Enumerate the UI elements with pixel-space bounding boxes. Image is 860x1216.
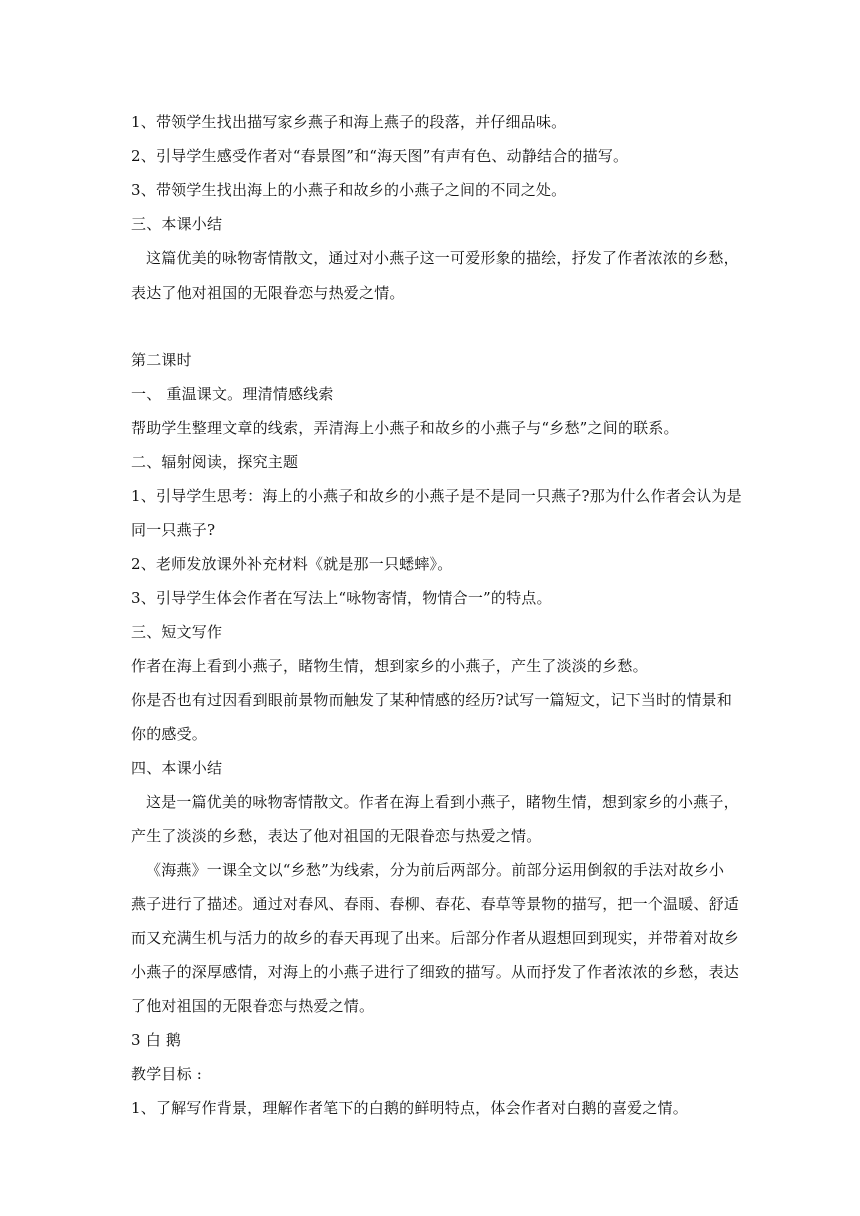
list-item-3: 3、带领学生找出海上的小燕子和故乡的小燕子之间的不同之处。 [131, 181, 567, 199]
paragraph-summary2-line-1: 这是一篇优美的咏物寄情散文。作者在海上看到小燕子，睹物生情，想到家乡的小燕子， [146, 793, 739, 811]
teaching-goal-1: 1、了解写作背景，理解作者笔下的白鹅的鲜明特点，体会作者对白鹅的喜爱之情。 [131, 1099, 688, 1117]
list-item-1: 1、带领学生找出描写家乡燕子和海上燕子的段落，并仔细品味。 [131, 113, 567, 131]
paragraph-writing-1: 作者在海上看到小燕子，睹物生情，想到家乡的小燕子，产生了淡淡的乡愁。 [131, 657, 648, 675]
paragraph-haiyan-line-1: 《海燕》一课全文以“乡愁”为线索，分为前后两部分。前部分运用倒叙的手法对故乡小 [146, 861, 725, 879]
section-heading-summary: 三、本课小结 [131, 215, 223, 233]
list-item-reading-2: 2、老师发放课外补充材料《就是那一只蟋蟀》。 [131, 555, 453, 573]
section-heading-writing: 三、短文写作 [131, 623, 223, 641]
paragraph-haiyan-line-4: 小燕子的深厚感情，对海上的小燕子进行了细致的描写。从而抒发了作者浓浓的乡愁，表达 [131, 963, 740, 981]
paragraph-writing-2b: 你的感受。 [131, 725, 208, 743]
lesson-heading: 第二课时 [131, 351, 192, 369]
list-item-reading-1a: 1、引导学生思考：海上的小燕子和故乡的小燕子是不是同一只燕子?那为什么作者会认为是 [131, 487, 742, 505]
paragraph-summary2-line-2: 产生了淡淡的乡愁，表达了他对祖国的无限眷恋与热爱之情。 [131, 827, 542, 845]
lesson-title-baie: 3 白 鹅 [131, 1031, 182, 1049]
section-heading-reading: 二、辐射阅读，探究主题 [131, 453, 299, 471]
paragraph-summary-line-1: 这篇优美的咏物寄情散文，通过对小燕子这一可爱形象的描绘，抒发了作者浓浓的乡愁， [146, 249, 739, 267]
list-item-2: 2、引导学生感受作者对“春景图”和“海天图”有声有色、动静结合的描写。 [131, 147, 629, 165]
list-item-reading-3: 3、引导学生体会作者在写法上“咏物寄情，物情合一”的特点。 [131, 589, 552, 607]
paragraph-summary-line-2: 表达了他对祖国的无限眷恋与热爱之情。 [131, 284, 405, 302]
teaching-goals-heading: 教学目标 : [131, 1065, 203, 1083]
section-heading-review: 一、 重温课文。理清情感线索 [131, 385, 334, 403]
paragraph-haiyan-line-3: 而又充满生机与活力的故乡的春天再现了出来。后部分作者从遐想回到现实，并带着对故乡 [131, 929, 740, 947]
paragraph-review: 帮助学生整理文章的线索，弄清海上小燕子和故乡的小燕子与“乡愁”之间的联系。 [131, 419, 679, 437]
paragraph-haiyan-line-5: 了他对祖国的无限眷恋与热爱之情。 [131, 997, 375, 1015]
paragraph-writing-2a: 你是否也有过因看到眼前景物而触发了某种情感的经历?试写一篇短文，记下当时的情景和 [131, 691, 733, 709]
paragraph-haiyan-line-2: 燕子进行了描述。通过对春风、春雨、春柳、春花、春草等景物的描写，把一个温暖、舒适 [131, 895, 740, 913]
list-item-reading-1b: 同一只燕子? [131, 521, 216, 539]
section-heading-summary-2: 四、本课小结 [131, 759, 223, 777]
